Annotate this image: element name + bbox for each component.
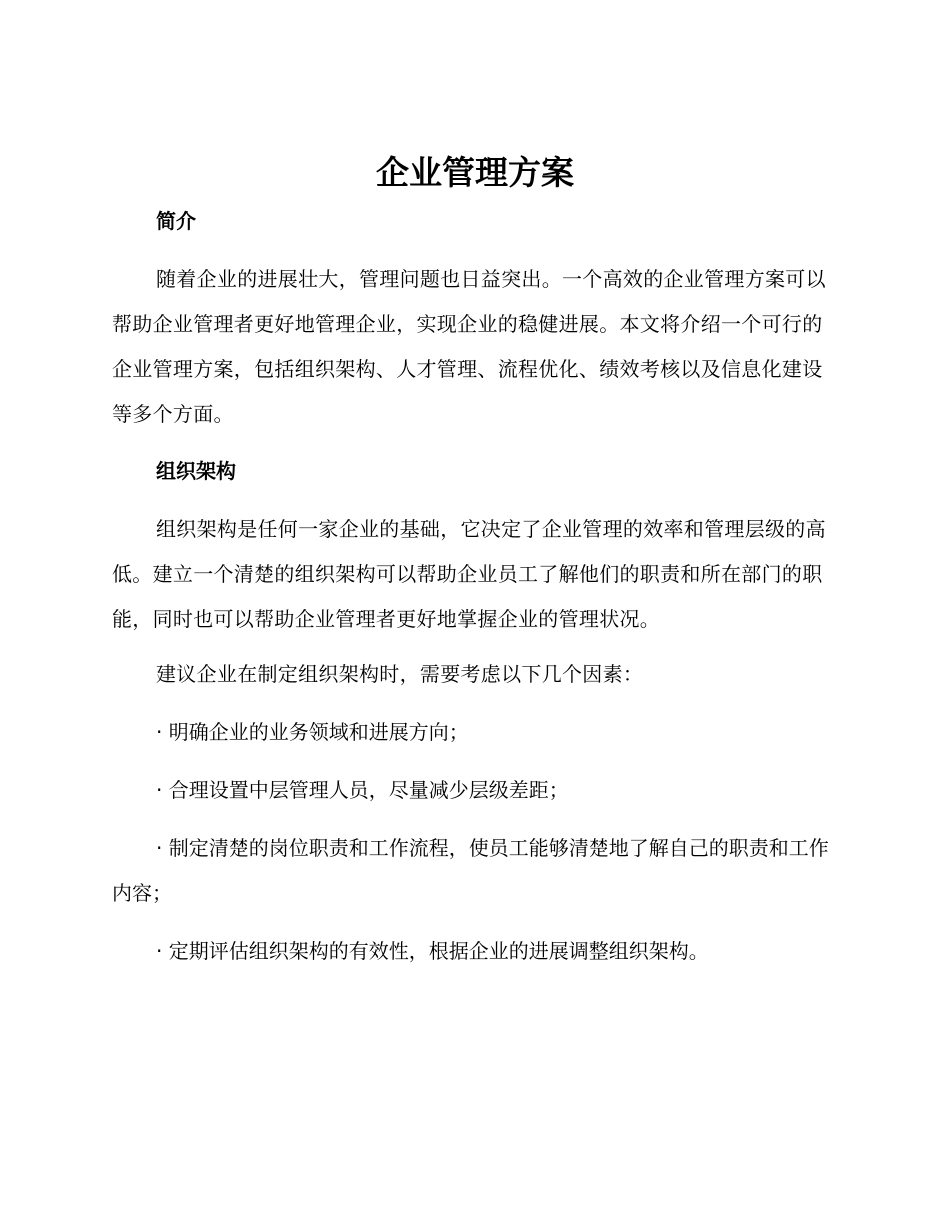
intro-paragraph: 随着企业的进展壮大，管理问题也日益突出。一个高效的企业管理方案可以帮助企业管理者更好地管理企业，实现企业的稳健进展。本文将介绍一个可行的企业管理方案，包括组织架构、人才管理、流程优化、绩效考核以及信息化建设等多个方面。 [112, 267, 826, 426]
org-structure-paragraph: 组织架构是任何一家企业的基础，它决定了企业管理的效率和管理层级的高低。建立一个清楚的组织架构可以帮助企业员工了解他们的职责和所在部门的职能，同时也可以帮助企业管理者更好地掌握企业的管理状况。 [112, 517, 826, 631]
section-heading-intro: 简介 [156, 209, 196, 233]
list-item: · 合理设置中层管理人员，尽量减少层级差距； [156, 778, 569, 802]
section-heading-org-structure: 组织架构 [156, 459, 236, 483]
list-item: · 明确企业的业务领域和进展方向； [156, 720, 469, 744]
list-item: · 定期评估组织架构的有效性，根据企业的进展调整组织架构。 [156, 939, 709, 963]
document-title: 企业管理方案 [376, 153, 574, 192]
org-structure-factors-intro: 建议企业在制定组织架构时，需要考虑以下几个因素： [156, 662, 644, 686]
list-item: · 制定清楚的岗位职责和工作流程，使员工能够清楚地了解自己的职责和工作内容； [112, 836, 829, 905]
